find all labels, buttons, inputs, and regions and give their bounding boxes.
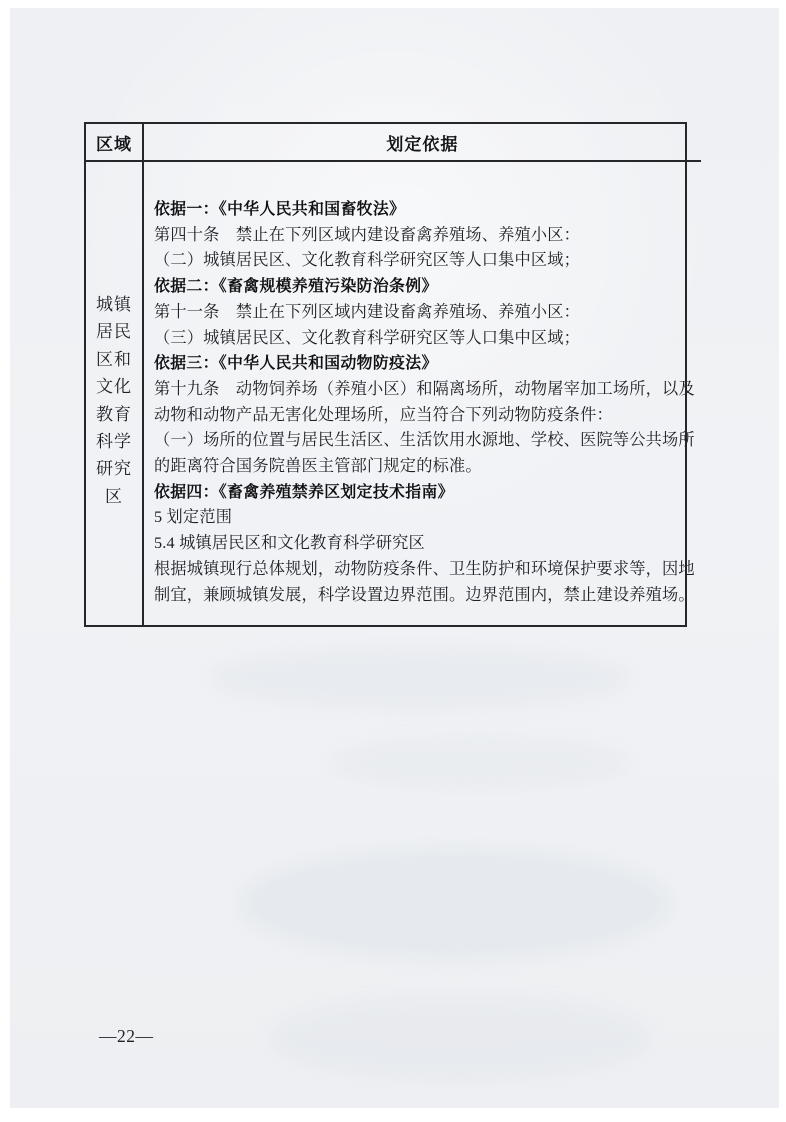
basis-heading-line: 依据一：《中华人民共和国畜牧法》 [154, 201, 406, 218]
region-cell [86, 162, 144, 625]
basis-text-line: （一）场所的位置与居民生活区、生活饮用水源地、学校、医院等公共场所 [154, 431, 695, 450]
region-name-line: 城镇 [96, 294, 132, 314]
bleed-through-artifact [330, 738, 630, 788]
region-name-line: 区 [105, 486, 123, 506]
basis-text-line: （三）城镇居民区、文化教育科学研究区等人口集中区域； [154, 328, 581, 347]
basis-text-line: 制宜，兼顾城镇发展，科学设置边界范围。边界范围内，禁止建设养殖场。 [154, 585, 695, 604]
basis-text-line: 根据城镇现行总体规划，动物防疫条件、卫生防护和环境保护要求等，因地 [154, 559, 695, 578]
delimitation-basis-table [84, 122, 695, 627]
region-name-line: 科学 [96, 431, 132, 451]
basis-text-line: 的距离符合国务院兽医主管部门规定的标准。 [154, 457, 482, 476]
bleed-through-artifact [270, 998, 650, 1078]
basis-text-line: 5.4 城镇居民区和文化教育科学研究区 [154, 534, 425, 553]
basis-cell [144, 162, 701, 625]
basis-heading-line: 依据二：《畜禽规模养殖污染防治条例》 [154, 278, 438, 296]
basis-heading-line: 依据四：《畜禽养殖禁养区划定技术指南》 [154, 483, 454, 501]
page-number: —22— [99, 1026, 154, 1046]
basis-heading-line: 依据三：《中华人民共和国动物防疫法》 [154, 355, 438, 373]
region-name-line: 研究 [96, 459, 132, 479]
bleed-through-artifact [210, 648, 630, 708]
basis-text-line: 动物和动物产品无害化处理场所，应当符合下列动物防疫条件： [154, 405, 613, 424]
basis-text-line: 第四十条 禁止在下列区域内建设畜禽养殖场、养殖小区： [154, 225, 581, 244]
region-name-line: 居民 [96, 322, 132, 342]
table-header-region [86, 124, 144, 162]
basis-text-line: 第十九条 动物饲养场（养殖小区）和隔离场所，动物屠宰加工场所，以及 [154, 379, 695, 398]
table-header-basis [144, 124, 701, 162]
region-name-line: 教育 [96, 404, 132, 424]
table-header-basis-label: 划定依据 [386, 134, 459, 154]
region-name-line: 区和 [96, 349, 132, 369]
region-name-line: 文化 [96, 377, 132, 397]
bleed-through-artifact [240, 848, 670, 958]
basis-text-line: 5 划定范围 [154, 508, 233, 527]
table-header-region-label: 区域 [96, 134, 132, 154]
basis-text-line: （二）城镇居民区、文化教育科学研究区等人口集中区域； [154, 251, 581, 270]
basis-text-line: 第十一条 禁止在下列区域内建设畜禽养殖场、养殖小区： [154, 302, 581, 321]
